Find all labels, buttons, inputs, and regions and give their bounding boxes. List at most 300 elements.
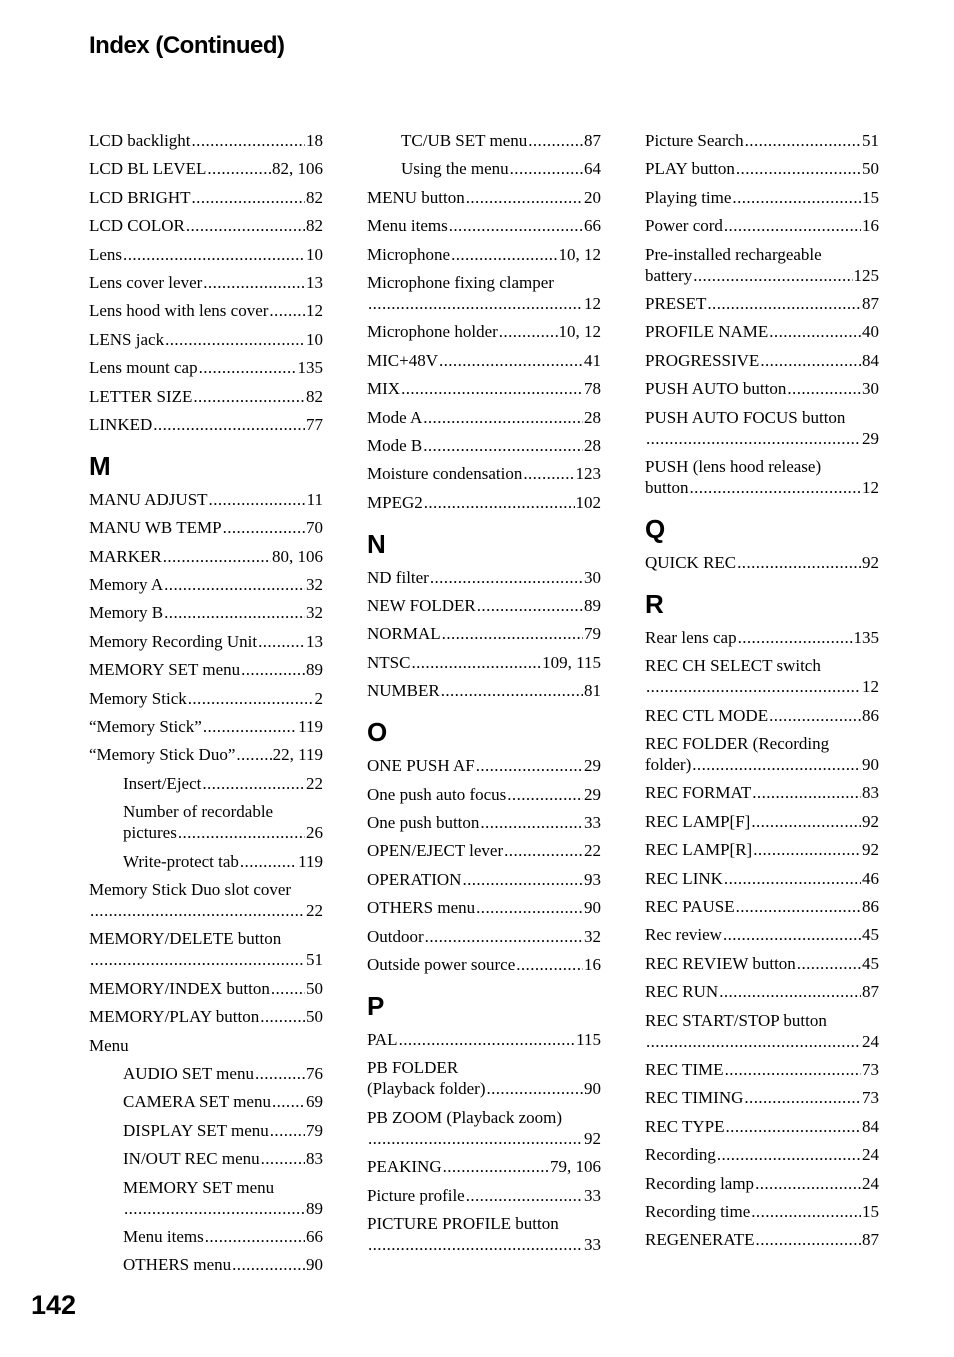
dot-leader xyxy=(507,784,583,805)
entry-label: Lens xyxy=(89,244,123,264)
index-entry xyxy=(645,1229,879,1250)
index-entry xyxy=(89,1091,323,1112)
entry-page: 30 xyxy=(862,379,879,399)
entry-page: 13 xyxy=(306,631,323,651)
entry-page: 22 xyxy=(306,773,323,793)
index-entry xyxy=(645,1031,879,1052)
index-entry xyxy=(89,215,323,236)
entry-label: MANU WB TEMP xyxy=(89,518,222,538)
entry-page: 29 xyxy=(862,428,879,448)
index-entry xyxy=(367,407,601,428)
dot-leader xyxy=(430,567,583,588)
index-entry xyxy=(645,1144,879,1165)
dot-leader xyxy=(425,926,583,947)
entry-label-line1: PB FOLDER xyxy=(367,1058,459,1078)
entry-page: 87 xyxy=(862,982,879,1002)
dot-leader xyxy=(401,378,583,399)
entry-label: NEW FOLDER xyxy=(367,596,476,616)
entry-label: MIX xyxy=(367,379,401,399)
entry-page: 12 xyxy=(862,477,879,497)
dot-leader xyxy=(646,428,861,449)
dot-leader xyxy=(411,652,541,673)
entry-label: Using the menu xyxy=(401,159,509,179)
index-entry xyxy=(89,574,323,595)
dot-leader xyxy=(528,130,583,151)
index-entry xyxy=(645,130,879,151)
entry-page: 29 xyxy=(584,756,601,776)
entry-label-line1: Number of recordable xyxy=(123,802,274,822)
dot-leader xyxy=(745,130,861,151)
dot-leader xyxy=(202,773,305,794)
index-entry xyxy=(89,716,323,737)
entry-label: Microphone xyxy=(367,244,451,264)
entry-label: Menu items xyxy=(123,1226,204,1246)
dot-leader xyxy=(725,1059,861,1080)
entry-page: 102 xyxy=(575,492,601,512)
index-entry xyxy=(89,489,323,510)
entry-label: LENS jack xyxy=(89,329,165,349)
index-entry-wrapped xyxy=(89,928,323,970)
entry-page: 69 xyxy=(306,1092,323,1112)
dot-leader xyxy=(769,705,861,726)
entry-label-line1: Pre-installed rechargeable xyxy=(645,244,822,264)
entry-label-line1: REC START/STOP button xyxy=(645,1010,827,1030)
entry-label: REC FORMAT xyxy=(645,783,752,803)
dot-leader xyxy=(443,1156,549,1177)
entry-page: 51 xyxy=(306,950,323,970)
entry-page: 76 xyxy=(306,1063,323,1083)
entry-label: REC LAMP[F] xyxy=(645,811,751,831)
index-entry xyxy=(89,744,323,765)
index-entry xyxy=(367,755,601,776)
dot-leader xyxy=(236,744,271,765)
dot-leader xyxy=(724,868,861,889)
index-entry xyxy=(123,822,323,843)
index-entry-wrapped xyxy=(367,1213,601,1255)
entry-page: 89 xyxy=(584,596,601,616)
entry-label: IN/OUT REC menu xyxy=(123,1149,260,1169)
dot-leader xyxy=(462,869,583,890)
entry-label-line1: PUSH AUTO FOCUS button xyxy=(645,407,846,427)
dot-leader xyxy=(466,1185,583,1206)
entry-label: Recording xyxy=(645,1145,716,1165)
entry-page: 119 xyxy=(298,717,323,737)
entry-page: 81 xyxy=(584,681,601,701)
entry-page: 83 xyxy=(862,783,879,803)
entry-page: 90 xyxy=(306,1255,323,1275)
entry-label: button xyxy=(645,477,689,497)
index-entry xyxy=(89,949,323,970)
dot-leader xyxy=(737,552,861,573)
entry-page: 32 xyxy=(306,575,323,595)
entry-label: OPERATION xyxy=(367,869,462,889)
entry-label: CAMERA SET menu xyxy=(123,1092,271,1112)
entry-page: 28 xyxy=(584,407,601,427)
dot-leader xyxy=(203,272,305,293)
dot-leader xyxy=(255,1063,305,1084)
entry-page: 28 xyxy=(584,435,601,455)
index-entry xyxy=(367,321,601,342)
entry-label: Lens cover lever xyxy=(89,272,203,292)
index-entry xyxy=(645,1059,879,1080)
index-entry xyxy=(645,1173,879,1194)
entry-page: 16 xyxy=(862,216,879,236)
index-entry xyxy=(89,517,323,538)
index-entry xyxy=(367,1029,601,1050)
entry-page: 90 xyxy=(862,755,879,775)
entry-label: Mode B xyxy=(367,435,423,455)
index-entry xyxy=(645,215,879,236)
dot-leader xyxy=(269,300,305,321)
index-entry xyxy=(89,272,323,293)
entry-page: 33 xyxy=(584,1185,601,1205)
entry-label: PAL xyxy=(367,1029,398,1049)
index-entry-wrapped xyxy=(89,1177,323,1219)
page-header: Index (Continued) xyxy=(89,32,285,59)
entry-label: battery xyxy=(645,265,693,285)
dot-leader xyxy=(272,1091,305,1112)
entry-page: 82 xyxy=(306,386,323,406)
entry-label: OPEN/EJECT lever xyxy=(367,841,504,861)
entry-label: One push button xyxy=(367,813,480,833)
entry-page: 26 xyxy=(306,823,323,843)
entry-label: folder) xyxy=(645,755,692,775)
dot-leader xyxy=(738,627,853,648)
dot-leader xyxy=(163,546,271,567)
dot-leader xyxy=(442,623,583,644)
index-entry xyxy=(89,1226,323,1247)
entry-label: Moisture condensation xyxy=(367,464,523,484)
entry-page: 119 xyxy=(298,851,323,871)
entry-label: Memory Recording Unit xyxy=(89,631,258,651)
entry-label-line1: MEMORY SET menu xyxy=(123,1177,275,1197)
entry-page: 24 xyxy=(862,1031,879,1051)
entry-label: REC TYPE xyxy=(645,1116,725,1136)
index-entry xyxy=(367,1234,601,1255)
entry-page: 18 xyxy=(306,131,323,150)
entry-page: 2 xyxy=(314,688,323,708)
entry-label-line1: PB ZOOM (Playback zoom) xyxy=(367,1107,563,1127)
entry-page: 16 xyxy=(584,954,601,974)
entry-page: 92 xyxy=(862,840,879,860)
entry-label: REC LAMP[R] xyxy=(645,840,753,860)
dot-leader xyxy=(164,602,305,623)
index-entry xyxy=(89,900,323,921)
entry-page: 24 xyxy=(862,1145,879,1165)
entry-label: AUDIO SET menu xyxy=(123,1063,254,1083)
entry-label: pictures xyxy=(123,823,177,843)
index-entry xyxy=(89,329,323,350)
entry-label: PEAKING xyxy=(367,1157,442,1177)
index-entry xyxy=(645,552,879,573)
index-column-2 xyxy=(367,130,601,1262)
entry-page: 125 xyxy=(853,265,879,285)
entry-page: 11 xyxy=(306,489,323,509)
section-letter: M xyxy=(89,450,111,481)
entry-label: Memory Stick xyxy=(89,688,187,708)
index-entry xyxy=(645,477,879,498)
index-entry xyxy=(89,1063,323,1084)
entry-page: 24 xyxy=(862,1173,879,1193)
index-entry xyxy=(367,652,601,673)
entry-page: 66 xyxy=(584,216,601,236)
entry-label: Outside power source xyxy=(367,954,516,974)
entry-page: 15 xyxy=(862,187,879,207)
index-entry xyxy=(645,705,879,726)
section-letter: O xyxy=(367,717,388,748)
dot-leader xyxy=(516,954,583,975)
index-entry xyxy=(645,1116,879,1137)
index-entry xyxy=(89,688,323,709)
index-entry xyxy=(367,869,601,890)
entry-page: 135 xyxy=(297,358,323,378)
entry-label-line1: Memory Stick Duo slot cover xyxy=(89,879,292,899)
index-entry xyxy=(645,811,879,832)
index-entry xyxy=(367,784,601,805)
entry-label: LCD COLOR xyxy=(89,216,185,236)
section-letter: P xyxy=(367,990,385,1021)
dot-leader xyxy=(476,755,583,776)
entry-page: 90 xyxy=(584,1079,601,1099)
entry-label: Rear lens cap xyxy=(645,627,737,647)
entry-page: 20 xyxy=(584,187,601,207)
index-entry xyxy=(367,812,601,833)
entry-label: OTHERS menu xyxy=(367,898,476,918)
entry-label: LCD backlight xyxy=(89,131,191,150)
index-entry xyxy=(645,321,879,342)
dot-leader xyxy=(192,130,305,151)
entry-label: ND filter xyxy=(367,567,429,587)
index-entry xyxy=(645,1087,879,1108)
entry-page: 78 xyxy=(584,379,601,399)
index-entry xyxy=(89,546,323,567)
entry-label: Picture profile xyxy=(367,1185,465,1205)
dot-leader xyxy=(717,1144,861,1165)
entry-page: 33 xyxy=(584,813,601,833)
dot-leader xyxy=(423,407,583,428)
entry-page: 29 xyxy=(584,784,601,804)
entry-label: Menu items xyxy=(367,216,448,236)
index-entry xyxy=(89,631,323,652)
entry-label: MPEG2 xyxy=(367,492,423,512)
entry-page: 82, 106 xyxy=(272,159,323,179)
dot-leader xyxy=(368,1234,583,1255)
dot-leader xyxy=(271,978,305,999)
entry-page: 12 xyxy=(306,301,323,321)
index-entry xyxy=(89,1035,323,1056)
index-entry xyxy=(645,754,879,775)
dot-leader xyxy=(260,1006,305,1027)
entry-page: 32 xyxy=(584,926,601,946)
index-entry xyxy=(123,1198,323,1219)
entry-page: 82 xyxy=(306,187,323,207)
entry-label: REC LINK xyxy=(645,868,723,888)
index-entry xyxy=(645,1201,879,1222)
dot-leader xyxy=(232,1254,305,1275)
dot-leader xyxy=(449,215,583,236)
entry-label-line1: MEMORY/DELETE button xyxy=(89,929,282,949)
entry-page: 87 xyxy=(862,293,879,313)
entry-label: LCD BL LEVEL xyxy=(89,159,207,179)
entry-page: 40 xyxy=(862,322,879,342)
page-number: 142 xyxy=(31,1290,77,1320)
entry-page: 89 xyxy=(306,1198,323,1218)
index-entry xyxy=(89,187,323,208)
index-entry xyxy=(89,659,323,680)
index-entry xyxy=(367,1078,601,1099)
entry-label: PUSH AUTO button xyxy=(645,379,787,399)
dot-leader xyxy=(164,574,305,595)
entry-label: MIC+48V xyxy=(367,350,438,370)
entry-label: MENU button xyxy=(367,187,465,207)
index-entry-wrapped xyxy=(645,456,879,498)
entry-label: Power cord xyxy=(645,216,723,236)
entry-label-line1: PICTURE PROFILE button xyxy=(367,1213,559,1233)
entry-page: 30 xyxy=(584,567,601,587)
dot-leader xyxy=(732,187,861,208)
section-letter: Q xyxy=(645,513,666,544)
index-entry-wrapped xyxy=(89,801,323,843)
index-entry-wrapped xyxy=(367,1057,601,1099)
dot-leader xyxy=(510,158,583,179)
entry-label: REC PAUSE xyxy=(645,897,735,917)
entry-page: 45 xyxy=(862,953,879,973)
dot-leader xyxy=(368,1128,583,1149)
index-entry xyxy=(367,1128,601,1149)
entry-page: 45 xyxy=(862,925,879,945)
index-column-1 xyxy=(89,130,323,1283)
dot-leader xyxy=(523,463,574,484)
entry-page: 92 xyxy=(862,811,879,831)
index-entry xyxy=(89,978,323,999)
dot-leader xyxy=(203,716,297,737)
entry-page: 84 xyxy=(862,350,879,370)
dot-leader xyxy=(90,949,305,970)
dot-leader xyxy=(723,924,861,945)
entry-page: 10 xyxy=(306,244,323,264)
entry-page: 79, 106 xyxy=(550,1157,601,1177)
index-entry xyxy=(645,676,879,697)
index-entry xyxy=(367,350,601,371)
entry-label: REC REVIEW button xyxy=(645,953,796,973)
entry-label: Write-protect tab xyxy=(123,851,239,871)
index-entry xyxy=(367,492,601,513)
index-entry-wrapped xyxy=(645,733,879,775)
index-entry xyxy=(645,187,879,208)
dot-leader xyxy=(499,321,558,342)
entry-page: 10, 12 xyxy=(558,322,601,342)
entry-label-line1: PUSH (lens hood release) xyxy=(645,456,822,476)
dot-leader xyxy=(423,435,583,456)
index-entry xyxy=(645,953,879,974)
entry-page: 77 xyxy=(306,414,323,434)
entry-page: 87 xyxy=(862,1230,879,1250)
entry-label: Recording time xyxy=(645,1201,751,1221)
index-entry-wrapped xyxy=(645,655,879,697)
dot-leader xyxy=(477,595,583,616)
dot-leader xyxy=(223,517,305,538)
entry-page: 90 xyxy=(584,898,601,918)
entry-page: 22 xyxy=(306,900,323,920)
index-entry xyxy=(89,1120,323,1141)
index-entry xyxy=(645,981,879,1002)
dot-leader xyxy=(123,244,305,265)
dot-leader xyxy=(439,350,583,371)
dot-leader xyxy=(719,981,861,1002)
dot-leader xyxy=(258,631,305,652)
entry-label: (Playback folder) xyxy=(367,1079,486,1099)
entry-label: REC TIME xyxy=(645,1059,724,1079)
index-entry xyxy=(367,954,601,975)
dot-leader xyxy=(760,350,861,371)
dot-leader xyxy=(441,680,583,701)
entry-label: DISPLAY SET menu xyxy=(123,1120,269,1140)
entry-label: MEMORY/INDEX button xyxy=(89,978,270,998)
entry-label: QUICK REC xyxy=(645,552,737,572)
entry-label: PRESET xyxy=(645,293,707,313)
index-entry xyxy=(367,215,601,236)
dot-leader xyxy=(707,293,861,314)
dot-leader xyxy=(769,321,861,342)
entry-label-line1: REC CH SELECT switch xyxy=(645,656,821,676)
entry-label: NORMAL xyxy=(367,624,441,644)
entry-page: 12 xyxy=(584,293,601,313)
index-entry xyxy=(367,567,601,588)
entry-label-line1: REC FOLDER (Recording xyxy=(645,734,830,754)
dot-leader xyxy=(724,215,861,236)
dot-leader xyxy=(451,244,557,265)
section-letter: R xyxy=(645,588,664,619)
dot-leader xyxy=(476,897,583,918)
entry-label: MEMORY SET menu xyxy=(89,660,241,680)
section-letter: N xyxy=(367,528,386,559)
index-entry xyxy=(367,435,601,456)
index-entry xyxy=(89,1006,323,1027)
dot-leader xyxy=(178,822,305,843)
entry-page: 92 xyxy=(584,1128,601,1148)
entry-label: One push auto focus xyxy=(367,784,507,804)
index-entry xyxy=(645,158,879,179)
entry-label: REC CTL MODE xyxy=(645,705,769,725)
dot-leader xyxy=(153,414,305,435)
index-entry xyxy=(645,265,879,286)
entry-page: 82 xyxy=(306,216,323,236)
entry-label: NUMBER xyxy=(367,681,440,701)
dot-leader xyxy=(188,688,314,709)
dot-leader xyxy=(209,489,306,510)
dot-leader xyxy=(646,1031,861,1052)
entry-page: 79 xyxy=(584,624,601,644)
index-entry xyxy=(367,463,601,484)
entry-page: 115 xyxy=(576,1029,601,1049)
index-entry xyxy=(89,1254,323,1275)
dot-leader xyxy=(756,1229,861,1250)
entry-label: Mode A xyxy=(367,407,423,427)
index-entry xyxy=(645,896,879,917)
dot-leader xyxy=(751,1201,861,1222)
entry-page: 123 xyxy=(575,464,601,484)
dot-leader xyxy=(270,1120,305,1141)
index-entry-wrapped xyxy=(645,244,879,286)
entry-page: 22, 119 xyxy=(272,745,323,765)
entry-label: REC RUN xyxy=(645,982,719,1002)
index-entry-wrapped xyxy=(89,879,323,921)
entry-label: PROGRESSIVE xyxy=(645,350,760,370)
dot-leader xyxy=(752,782,861,803)
dot-leader xyxy=(241,659,305,680)
dot-leader xyxy=(755,1173,861,1194)
entry-page: 33 xyxy=(584,1234,601,1254)
